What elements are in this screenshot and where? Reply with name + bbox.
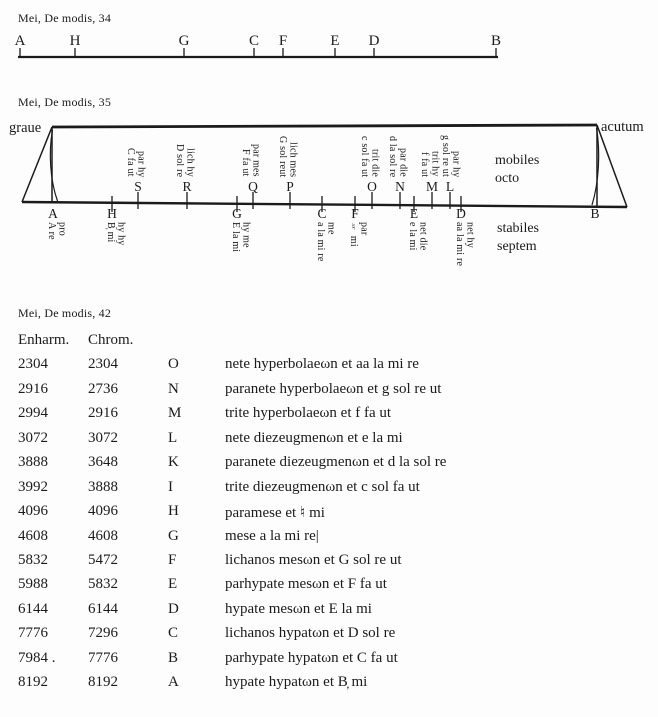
- station-letter-s: S: [134, 179, 142, 194]
- cell-letter: I: [168, 478, 173, 495]
- section-34-title: Mei, De modis, 34: [18, 11, 112, 25]
- station-letter-o: O: [367, 179, 377, 194]
- station-letter-p: P: [286, 179, 294, 194]
- cell-chrom: 2916: [88, 405, 118, 422]
- scale-letter-a: A: [14, 33, 26, 49]
- greek-name: net die: [417, 222, 429, 251]
- cell-letter: F: [168, 551, 177, 568]
- cell-chrom: 5832: [88, 576, 118, 593]
- greek-name: lich mes: [287, 141, 299, 177]
- greek-name: trit die: [369, 149, 381, 177]
- cell-enharm: 2916: [18, 380, 48, 397]
- cell-letter: A: [168, 674, 179, 691]
- upper-station-label-o: [359, 136, 380, 177]
- gamut-name: e la mi: [407, 222, 418, 251]
- greek-name: par: [358, 222, 370, 236]
- cell-desc: mese a la mi re|: [225, 527, 319, 544]
- cell-letter: G: [168, 527, 179, 544]
- cell-letter: M: [168, 405, 182, 422]
- cell-letter: B: [168, 649, 179, 666]
- scale-letter-e: E: [330, 33, 340, 49]
- gamut-name: D sol re: [174, 143, 185, 177]
- scale-letter-d: D: [368, 33, 380, 49]
- cell-chrom: 3072: [88, 429, 118, 446]
- lower-station-label-d: [454, 222, 475, 266]
- scale-letter-b: B: [490, 33, 502, 49]
- cell-desc: hypate hypatωn et B̦ mi: [225, 674, 368, 691]
- greek-name: par hy: [135, 150, 147, 177]
- cell-enharm: 4096: [18, 503, 48, 520]
- greek-name: pro: [56, 222, 68, 236]
- station-letter-r: R: [182, 179, 192, 194]
- col-header-chrom: Chrom.: [88, 332, 134, 348]
- acutum-label: acutum: [601, 119, 644, 135]
- cell-letter: K: [168, 454, 179, 471]
- cell-chrom: 4096: [88, 503, 118, 520]
- scale-letter-f: F: [278, 33, 288, 49]
- cell-letter: N: [168, 380, 179, 397]
- station-letter-b: B: [590, 206, 600, 221]
- cell-enharm: 5988: [18, 576, 48, 593]
- cell-enharm: 2994: [18, 405, 48, 422]
- station-letter-f: F: [351, 206, 359, 221]
- cell-chrom: 4608: [88, 527, 118, 544]
- gamut-name: E la mi: [230, 222, 241, 253]
- cell-desc: trite diezeugmenωn et c sol fa ut: [225, 478, 420, 495]
- cell-desc: nete hyperbolaeωn et aa la mi re: [225, 356, 419, 373]
- greek-name: lich hy: [184, 148, 196, 177]
- left-string-arc: [50, 130, 57, 201]
- gamut-name: B̦ mi: [105, 222, 116, 243]
- gamut-name: c sol fa ut: [359, 135, 370, 177]
- stabiles-septem-label: stabiles septem: [497, 221, 539, 254]
- gamut-name: d la sol re: [387, 135, 398, 177]
- cell-enharm: 7984 .: [18, 649, 56, 666]
- greek-name: par mes: [250, 144, 262, 177]
- cell-desc: hypate mesωn et E la mi: [225, 600, 372, 617]
- cell-enharm: 3992: [18, 478, 48, 495]
- cell-enharm: 4608: [18, 527, 48, 544]
- lower-station-label-g: [230, 222, 251, 252]
- gamut-name: G sol reut: [277, 135, 288, 177]
- station-letter-d: D: [456, 206, 466, 221]
- cell-enharm: 2304: [18, 356, 48, 373]
- station-letter-h: H: [107, 206, 117, 221]
- station-letter-a: A: [48, 206, 58, 221]
- station-letter-q: Q: [248, 179, 258, 194]
- cell-desc: paranete diezeugmenωn et d la sol re: [225, 454, 447, 471]
- lower-station-label-f: [348, 222, 369, 247]
- cell-chrom: 2736: [88, 380, 118, 397]
- scale-letter-h: H: [69, 33, 81, 49]
- cell-enharm: 8192: [18, 674, 48, 691]
- lower-station-label-e: [407, 222, 428, 251]
- gamut-name: f fa ut: [419, 151, 430, 177]
- graue-label: graue: [9, 120, 42, 136]
- gamut-name: a la mi re: [315, 222, 326, 262]
- gamut-name: C fa ut: [125, 148, 136, 177]
- cell-enharm: 3072: [18, 429, 48, 446]
- cell-letter: D: [168, 600, 179, 617]
- body-top-edge: [52, 125, 597, 127]
- gamut-name: ♮ mi: [348, 222, 359, 247]
- gamut-name: F fa ut: [240, 149, 251, 177]
- cell-letter: C: [168, 625, 179, 642]
- scale-letter-c: C: [248, 33, 260, 49]
- mobiles-octo-label: mobiles octo: [495, 153, 540, 186]
- upper-station-label-q: [240, 144, 261, 177]
- cell-desc: parhypate mesωn et F fa ut: [225, 576, 387, 593]
- greek-name: trit hy: [429, 151, 441, 177]
- upper-station-label-s: [125, 148, 146, 177]
- gamut-name: aa la mi re: [454, 222, 465, 267]
- string-length-table: [18, 332, 446, 699]
- upper-station-label-m: [419, 151, 440, 177]
- col-header-enharm: Enharm.: [18, 332, 70, 348]
- cell-desc: paramese et ♮ mi: [225, 505, 325, 522]
- right-string-arc: [592, 128, 599, 205]
- cell-letter: O: [168, 356, 179, 373]
- station-letter-n: N: [395, 179, 405, 194]
- cell-letter: L: [168, 429, 178, 446]
- cell-chrom: 3648: [88, 454, 118, 471]
- greek-name: me: [325, 222, 337, 235]
- station-letter-l: L: [445, 179, 455, 194]
- cell-desc: nete diezeugmenωn et e la mi: [225, 429, 403, 446]
- greek-name: par die: [397, 148, 409, 177]
- cell-enharm: 6144: [18, 600, 48, 617]
- cell-chrom: 2304: [88, 356, 118, 373]
- gamut-name: g sol re ut: [440, 135, 451, 177]
- greek-name: hy me: [240, 222, 252, 248]
- cell-desc: lichanos hypatωn et D sol re: [225, 625, 396, 642]
- greek-name: par hy: [450, 150, 462, 177]
- cell-enharm: 5832: [18, 551, 48, 568]
- cell-desc: paranete hyperbolaeωn et g sol re ut: [225, 380, 442, 397]
- right-hypotenuse: [597, 125, 627, 207]
- cell-desc: parhypate hypatωn et C fa ut: [225, 649, 398, 666]
- upper-station-label-p: [277, 136, 298, 177]
- lower-station-label-c: [315, 222, 336, 261]
- upper-station-label-l: [440, 135, 461, 177]
- greek-name: net hy: [464, 222, 476, 248]
- station-letter-g: G: [232, 206, 242, 221]
- cell-enharm: 3888: [18, 454, 48, 471]
- cell-enharm: 7776: [18, 625, 48, 642]
- greek-name: hy hy: [115, 222, 127, 246]
- cell-chrom: 8192: [88, 674, 118, 691]
- cell-chrom: 7776: [88, 649, 118, 666]
- section-42-title: Mei, De modis, 42: [18, 306, 112, 320]
- upper-station-label-n: [387, 136, 408, 177]
- cell-letter: H: [168, 503, 179, 520]
- gamut-name: A re: [46, 222, 57, 240]
- station-letter-m: M: [425, 179, 439, 194]
- cell-desc: trite hyperbolaeωn et f fa ut: [225, 405, 392, 422]
- cell-chrom: 5472: [88, 551, 118, 568]
- section-35-title: Mei, De modis, 35: [18, 95, 112, 109]
- cell-letter: E: [168, 576, 178, 593]
- station-letter-e: E: [409, 206, 419, 221]
- scale-letter-g: G: [178, 33, 190, 49]
- upper-station-label-r: [174, 144, 195, 177]
- cell-chrom: 6144: [88, 600, 118, 617]
- cell-desc: lichanos mesωn et G sol re ut: [225, 551, 402, 568]
- lower-station-label-a: [46, 222, 67, 240]
- lower-station-label-h: [105, 222, 126, 246]
- cell-chrom: 7296: [88, 625, 118, 642]
- left-hypotenuse: [22, 127, 52, 202]
- cell-chrom: 3888: [88, 478, 118, 495]
- station-letter-c: C: [317, 206, 327, 221]
